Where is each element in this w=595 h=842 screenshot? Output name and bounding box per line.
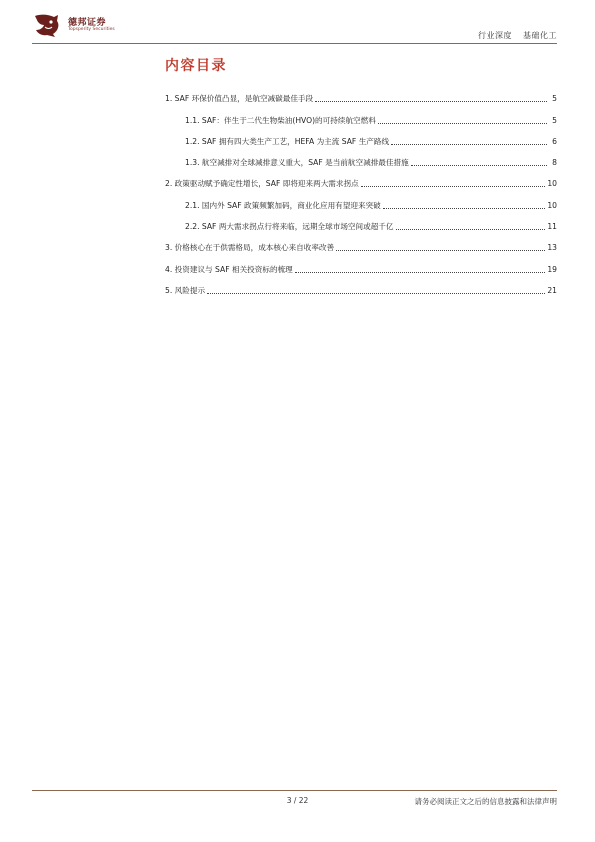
toc-entry[interactable] [165,211,557,232]
toc-title: 内容目录 [165,58,227,74]
toc-entry-page: 10 [547,179,557,189]
toc-entry-text: 2. 政策驱动赋予确定性增长，SAF 即将迎来两大需求拐点 [165,179,359,189]
table-of-contents [165,83,557,296]
footer-divider [32,790,557,791]
toc-entry-text: 1. SAF 环保价值凸显，是航空减碳最佳手段 [165,94,314,104]
toc-entry-page: 10 [547,200,557,210]
logo-chinese-name: 德邦证券 [68,18,107,28]
toc-leader-dots [378,123,547,124]
toc-entry[interactable] [165,147,557,168]
toc-entry[interactable] [165,275,557,296]
logo-emblem-icon [32,13,64,39]
toc-leader-dots [315,101,547,102]
toc-leader-dots [336,250,545,251]
toc-entry-text: 1.1. SAF：伴生于二代生物柴油(HVO)的可持续航空燃料 [185,115,376,125]
toc-entry[interactable] [165,104,557,125]
page-number: 3 / 22 [286,796,309,805]
toc-leader-dots [361,186,546,187]
toc-entry-page: 8 [552,158,557,168]
toc-entry[interactable] [165,168,557,189]
toc-entry[interactable] [165,83,557,104]
toc-entry-text: 2.2. SAF 两大需求拐点行将来临，远期全球市场空间或超千亿 [185,222,394,232]
toc-entry[interactable] [165,126,557,147]
toc-leader-dots [295,272,546,273]
toc-entry-page: 11 [547,222,557,232]
toc-entry[interactable] [165,253,557,274]
toc-leader-dots [396,229,546,230]
report-tags [478,30,557,41]
toc-entry[interactable] [165,232,557,253]
header-divider [32,43,557,44]
report-sector: 基础化工 [523,31,557,40]
toc-entry-text: 2.1. 国内外 SAF 政策频繁加码，商业化应用有望迎来突破 [185,200,381,210]
toc-entry-text: 1.3. 航空减排对全球减排意义重大，SAF 是当前航空减排最佳措施 [185,158,409,168]
toc-entry-page: 5 [552,115,557,125]
toc-entry-page: 6 [552,136,557,146]
logo-english-name: Topsperity Securities [68,27,115,32]
page-header [0,0,595,46]
toc-leader-dots [383,208,546,209]
toc-entry-page: 5 [552,94,557,104]
toc-leader-dots [411,165,547,166]
legal-disclaimer: 请务必阅读正文之后的信息披露和法律声明 [414,797,557,806]
report-category: 行业深度 [477,31,512,40]
toc-leader-dots [391,144,547,145]
toc-entry-page: 19 [547,264,557,274]
toc-entry-text: 4. 投资建议与 SAF 相关投资标的梳理 [165,264,293,274]
toc-entry-text: 5. 风险提示 [165,285,206,295]
toc-entry-text: 3. 价格核心在于供需格局，成本核心来自收率改善 [165,243,335,253]
toc-entry-text: 1.2. SAF 拥有四大类生产工艺，HEFA 为主流 SAF 生产路线 [185,136,390,146]
toc-leader-dots [207,293,545,294]
toc-entry-page: 13 [547,243,557,253]
toc-entry[interactable] [165,189,557,210]
brand-logo [32,13,122,39]
toc-entry-page: 21 [547,285,557,295]
